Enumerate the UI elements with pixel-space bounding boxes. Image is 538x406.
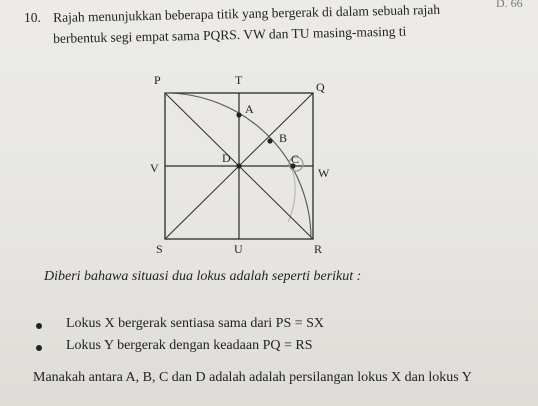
label-r: R [314, 242, 323, 256]
question-text-line-2: berbentuk segi empat sama PQRS. VW dan TU masing-masing ti [53, 23, 407, 46]
label-w: W [318, 166, 330, 180]
arc-extension [288, 168, 295, 222]
label-d: D [222, 151, 231, 165]
label-s: S [156, 242, 163, 256]
label-p: P [154, 73, 161, 87]
bullet-icon [36, 345, 42, 351]
label-u: U [234, 242, 243, 256]
locus-y-condition: Lokus Y bergerak dengan keadaan PQ = RS [66, 338, 313, 353]
final-question: Manakah antara A, B, C dan D adalah adalah persilangan lokus X dan lokus Y [33, 370, 472, 385]
label-a: A [245, 102, 254, 116]
label-c: C [291, 152, 300, 166]
label-b: B [279, 131, 288, 145]
question-text-line-1: Rajah menunjukkan beberapa titik yang bergerak di dalam sebuah rajah [53, 1, 441, 25]
locus-x-condition: Lokus X bergerak sentiasa sama dari PS = SX [66, 316, 325, 331]
point-d [236, 163, 241, 168]
label-t: T [235, 73, 243, 87]
label-v: V [150, 161, 159, 175]
previous-answer-fragment: D. 66 [496, 0, 523, 10]
point-a [236, 112, 241, 117]
bullet-icon [36, 323, 42, 329]
label-q: Q [316, 80, 325, 94]
question-number: 10. [24, 10, 41, 25]
point-b [267, 138, 272, 143]
locus-intro: Diberi bahawa situasi dua lokus adalah seperti berikut : [44, 269, 362, 284]
